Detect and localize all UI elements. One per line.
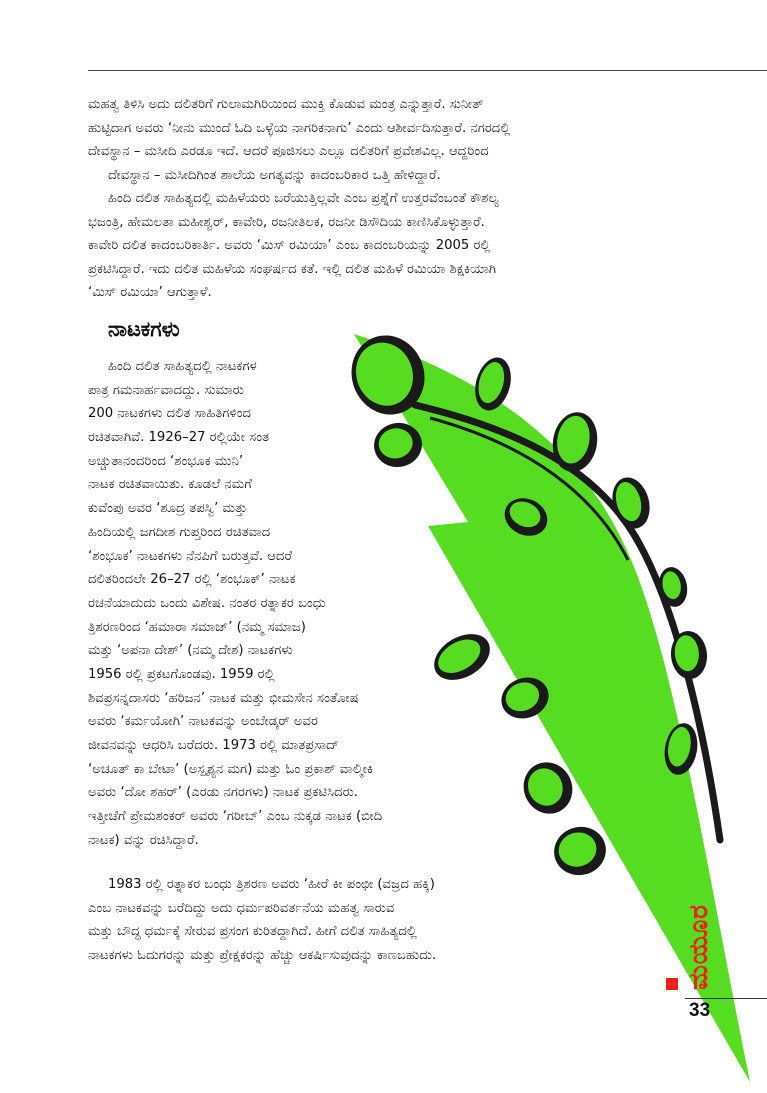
text-line: ಜೀವನವನ್ನು ಆಧರಿಸಿ ಬರೆದರು. 1973 ರಲ್ಲಿ ಮಾತಪ್ರಸಾದ್ (88, 738, 339, 753)
text-line: ಹಿಂದಿಯಲ್ಲಿ ಜಗದೀಶ ಗುಪ್ತರಿಂದ ರಚಿತವಾದ (88, 524, 271, 540)
magazine-logo: ಮಯೂರ (684, 904, 714, 990)
leaf (607, 473, 655, 533)
text-line: ‘ಮಿಸ್ ರಮಿಯಾ’ ಆಗುತ್ತಾಳೆ. (88, 285, 212, 300)
text-line: 1956 ರಲ್ಲಿ ಪ್ರಕಟಗೊಂಡವು. 1959 ರಲ್ಲಿ (88, 666, 275, 682)
page-number: 33 (689, 1000, 711, 1021)
text-line: ಅವರು ‘ಕರ್ಮಯೋಗಿ’ ನಾಟಕವನ್ನು ಅಂಬೇಡ್ಕರ್ ಅವರ (88, 714, 319, 730)
leaf (426, 625, 498, 690)
leaf (656, 565, 691, 609)
leaf (549, 821, 612, 881)
text-line: ರಚಿತವಾಗಿವೆ. 1926–27 ರಲ್ಲಿಯೇ ಸಂತ (88, 430, 270, 446)
text-line: ಮಹತ್ವ ತಿಳಿಸಿ ಅದು ದಲಿತರಿಗೆ ಗುಲಾಮಗಿರಿಯಿಂದ ಮುಕ್ತಿ ಕೊಡುವ ಮಂತ್ರ ಎನ್ನುತ್ತಾರೆ. ಸುನೀತ್ (88, 97, 484, 112)
text-line: ಪ್ರಕಟಿಸಿದ್ದಾರೆ. ಇದು ದಲಿತ ಮಹಿಳೆಯ ಸಂಘರ್ಷದ ಕತೆ. ಇಲ್ಲಿ ದಲಿತ ಮಹಿಳೆ ರಮಿಯಾ ಶಿಕ್ಷಕಿಯಾಗಿ (88, 261, 497, 277)
text-line: ಕಾವೇರಿ ದಲಿತ ಕಾದಂಬರಿಕಾರ್ತಿ. ಅವರು ‘ಮಿಸ್ ರಮಿಯಾ’ ಎಂಬ ಕಾದಂಬರಿಯನ್ನು 2005 ರಲ್ಲಿ (88, 238, 491, 253)
text-line: ರಚನೆಯಾದುದು ಒಂದು ವಿಶೇಷ. ನಂತರ ರತ್ನಾಕರ ಬಂಧು (88, 595, 326, 611)
text-line: ಮತ್ತು ಬೌದ್ಧ ಧರ್ಮಕ್ಕೆ ಸೇರುವ ಪ್ರಸಂಗ ಕುರಿತದ್ದಾಗಿದೆ. ಹೀಗೆ ದಲಿತ ಸಾಹಿತ್ಯದಲ್ಲಿ (88, 924, 417, 939)
red-square-marker (666, 978, 678, 990)
text-line: ಅಚ್ಚುತಾನಂದರಿಂದ ‘ಶಂಭೂಕ ಮುನಿ’ (88, 453, 244, 469)
text-line: ನಾಟಕ) ವನ್ನು ರಚಿಸಿದ್ದಾರೆ. (88, 832, 199, 848)
text-line: ಎಂಬ ನಾಟಕವನ್ನು ಬರೆದಿದ್ದು ಅದು ಧರ್ಮಪರಿವರ್ತನೆಯ ಮಹತ್ವ ಸಾರುವ (88, 900, 395, 916)
text-line: ಹಿಂದಿ ದಲಿತ ಸಾಹಿತ್ಯದಲ್ಲಿ ನಾಟಕಗಳ (108, 359, 257, 374)
text-line: ಶಿವಪ್ರಸನ್ನದಾಸರು ‘ಹರಿಜನ’ ನಾಟಕ ಮತ್ತು ಭೀಮಸೇನ ಸಂತೋಷ (88, 690, 359, 706)
text-line: ಪಾತ್ರ ಗಮನಾರ್ಹವಾದದ್ದು. ಸುಮಾರು (88, 382, 244, 398)
text-line: ದೇವಸ್ಥಾನ – ಮಸೀದಿ ಎರಡೂ ಇದೆ. ಆದರೆ ಪೂಜಿಸಲು ಎಲ್ಲೂ ದಲಿತರಿಗೆ ಪ್ರವೇಶವಿಲ್ಲ. ಆದ್ದರಿಂದ (88, 144, 489, 159)
text-line: ಭಜಂತ್ರಿ, ಹೇಮಲತಾ ಮಹೀಶ್ವರ್, ಕಾವೇರಿ, ರಜನೀತಿಲಕ, ರಜನೀ ಡಿಸೌದಿಯ ಕಾಣಿಸಿಕೊಳ್ಳುತ್ತಾರೆ. (88, 214, 485, 230)
text-line: ಹಿಂದಿ ದಲಿತ ಸಾಹಿತ್ಯದಲ್ಲಿ ಮಹಿಳೆಯರು ಬರೆಯುತ್ತಿಲ್ಲವೇ ಎಂಬ ಪ್ರಶ್ನೆಗೆ ಉತ್ತರವೆಂಬಂತೆ ಕೌಶಲ್ಯ (108, 191, 499, 206)
text-line: ಇತ್ತೀಚೆಗೆ ಪ್ರೇಮಶಂಕರ್ ಅವರು ‘ಗರೀಬ್’ ಎಂಬ ನುಕ್ಕಡ ನಾಟಕ (ಬೀದಿ (88, 809, 383, 825)
text-line: ತ್ರಿಶರಣರಿಂದ ‘ಹಮಾರಾ ಸಮಾಜ್’ (ನಮ್ಮ ಸಮಾಜ) (88, 619, 306, 635)
text-line: ನಾಟಕಗಳು ಓದುಗರನ್ನು ಮತ್ತು ಪ್ರೇಕ್ಷಕರನ್ನು ಹೆಚ್ಚು ಆಕರ್ಷಿಸುವುದನ್ನು ಕಾಣಬಹುದು. (88, 947, 437, 963)
text-line: ‘ಅಚೂತ್ ಕಾ ಬೇಟಾ’ (ಅಸ್ಪೃಶ್ಯನ ಮಗ) ಮತ್ತು ಓಂ ಪ್ರಕಾಶ್ ವಾಲ್ಮೀಕಿ (88, 761, 374, 777)
section-heading: ನಾಟಕಗಳು (108, 317, 180, 341)
text-line: ಕುವೆಂಪು ಅವರ ‘ಶೂದ್ರ ತಪಸ್ವಿ’ ಮತ್ತು (88, 501, 248, 517)
bottom-paragraph (88, 873, 436, 967)
text-line: ದೇವಸ್ಥಾನ – ಮಸೀದಿಗಿಂತ ಶಾಲೆಯ ಅಗತ್ಯವನ್ನು ಕಾದಂಬರಿಕಾರ ಒತ್ತಿ ಹೇಳಿದ್ದಾರೆ. (108, 167, 441, 183)
text-line: ಅವರು ‘ದೋ ಶಹರ್’ (ಎರಡು ನಗರಗಳು) ನಾಟಕ ಪ್ರಕಟಿಸಿದರು. (88, 785, 358, 801)
top-paragraph (88, 93, 510, 305)
text-line: ದಲಿತರಿಂದಲೇ 26–27 ರಲ್ಲಿ ‘ಶಂಭೂಕ್’ ನಾಟಕ (88, 572, 296, 588)
column-paragraph (88, 355, 382, 852)
footer-rule (685, 998, 767, 999)
text-line: ‘ಶಂಭೂಕ’ ನಾಟಕಗಳು ನೆನಪಿಗೆ ಬರುತ್ತವೆ. ಆದರೆ (88, 548, 293, 564)
text-line: 1983 ರಲ್ಲಿ ರತ್ನಾಕರ ಬಂಧು ತ್ರಿಶರಣ ಅವರು ‘ಹೀರೆ ಕೀ ಪಂಛೀ (ವಜ್ರದ ಹಕ್ಕಿ) (108, 877, 435, 892)
text-line: ಹುಟ್ಟಿದಾಗ ಅವರು ‘ನೀನು ಮುಂದೆ ಓದಿ ಒಳ್ಳೆಯ ನಾಗರಿಕನಾಗು’ ಎಂದು ಆಶೀರ್ವದಿಸುತ್ತಾರೆ. ನಗರದಲ್ಲಿ (88, 120, 511, 136)
text-line: ಮತ್ತು ‘ಅಪನಾ ದೇಶ್’ (ನಮ್ಮ ದೇಶ) ನಾಟಕಗಳು (88, 643, 293, 659)
text-line: ನಾಟಕ ರಚಿತವಾಯಿತು. ಕೂಡಲೆ ನಮಗೆ (88, 477, 252, 493)
text-line: 200 ನಾಟಕಗಳು ದಲಿತ ಸಾಹಿತಿಗಳಿಂದ (88, 406, 252, 422)
